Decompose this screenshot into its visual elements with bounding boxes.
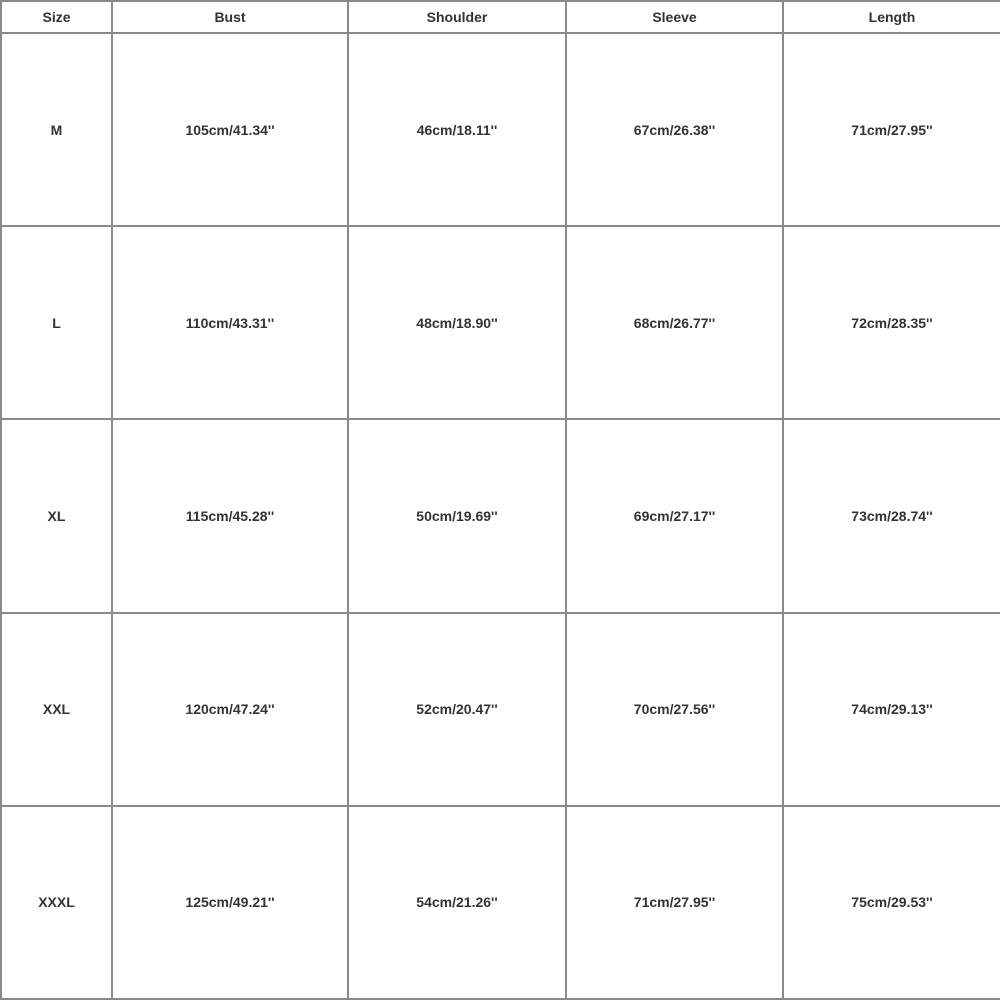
cell-sleeve: 71cm/27.95'': [566, 806, 783, 999]
cell-length: 73cm/28.74'': [783, 419, 1000, 612]
cell-sleeve: 70cm/27.56'': [566, 613, 783, 806]
cell-length: 72cm/28.35'': [783, 226, 1000, 419]
cell-bust: 110cm/43.31'': [112, 226, 348, 419]
cell-bust: 125cm/49.21'': [112, 806, 348, 999]
cell-shoulder: 52cm/20.47'': [348, 613, 566, 806]
cell-bust: 115cm/45.28'': [112, 419, 348, 612]
header-sleeve: Sleeve: [566, 1, 783, 33]
cell-shoulder: 48cm/18.90'': [348, 226, 566, 419]
cell-shoulder: 46cm/18.11'': [348, 33, 566, 226]
header-shoulder: Shoulder: [348, 1, 566, 33]
cell-sleeve: 68cm/26.77'': [566, 226, 783, 419]
table-row: [1, 419, 1000, 612]
cell-length: 75cm/29.53'': [783, 806, 1000, 999]
header-bust: Bust: [112, 1, 348, 33]
cell-bust: 105cm/41.34'': [112, 33, 348, 226]
header-row: [1, 1, 1000, 33]
cell-size: XXL: [1, 613, 112, 806]
cell-shoulder: 50cm/19.69'': [348, 419, 566, 612]
cell-length: 74cm/29.13'': [783, 613, 1000, 806]
cell-shoulder: 54cm/21.26'': [348, 806, 566, 999]
cell-size: XL: [1, 419, 112, 612]
cell-size: XXXL: [1, 806, 112, 999]
header-size: Size: [1, 1, 112, 33]
cell-size: M: [1, 33, 112, 226]
cell-size: L: [1, 226, 112, 419]
table-row: [1, 806, 1000, 999]
cell-length: 71cm/27.95'': [783, 33, 1000, 226]
header-length: Length: [783, 1, 1000, 33]
table-row: [1, 33, 1000, 226]
cell-sleeve: 67cm/26.38'': [566, 33, 783, 226]
cell-sleeve: 69cm/27.17'': [566, 419, 783, 612]
cell-bust: 120cm/47.24'': [112, 613, 348, 806]
table-row: [1, 613, 1000, 806]
table-row: [1, 226, 1000, 419]
